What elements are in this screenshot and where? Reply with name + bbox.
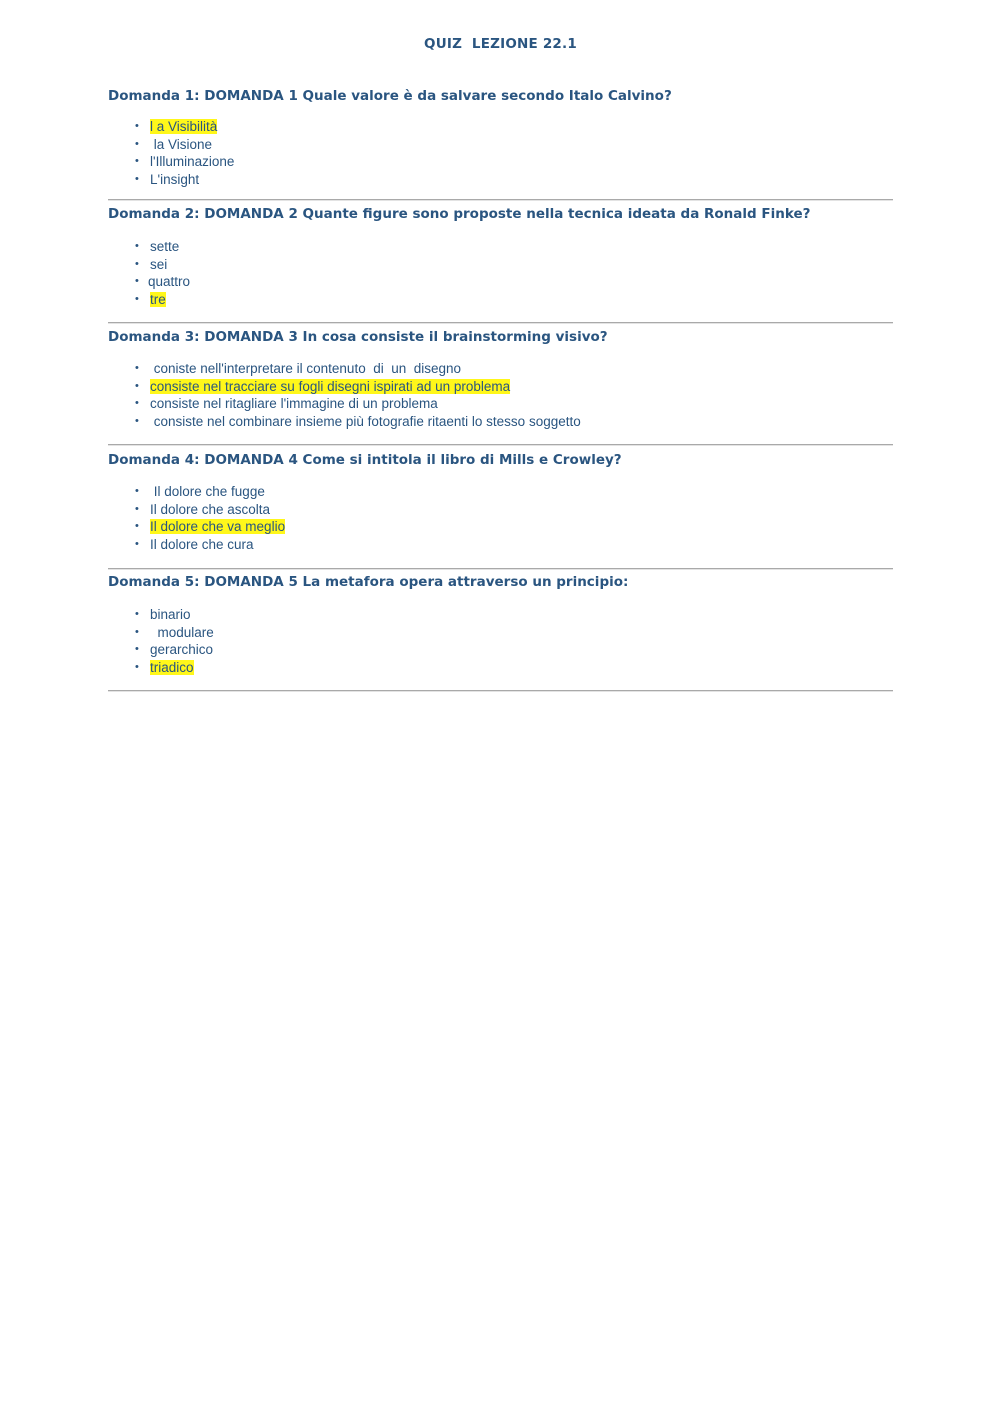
question-text: Domanda 4: DOMANDA 4 Come si intitola il libro di Mills e Crowley? <box>108 452 622 468</box>
answer-item <box>108 238 893 256</box>
answer-text: consiste nel tracciare su fogli disegni ispirati ad un problema <box>150 378 511 394</box>
bullet-icon: • <box>135 137 139 150</box>
question-3 <box>108 328 893 430</box>
bullet-icon: • <box>135 625 139 638</box>
answer-text: sei <box>150 256 168 272</box>
answer-item <box>108 378 893 396</box>
divider <box>108 322 893 324</box>
answer-list <box>108 238 893 308</box>
bullet-icon: • <box>135 414 139 427</box>
question-2 <box>108 205 893 308</box>
answer-text: consiste nel ritagliare l'immagine di un problema <box>150 396 438 412</box>
question-text: Domanda 1: DOMANDA 1 Quale valore è da salvare secondo Italo Calvino? <box>108 88 672 104</box>
answer-text: sette <box>150 239 180 254</box>
answer-text: tre <box>150 291 166 307</box>
answer-item <box>108 136 893 154</box>
answer-item <box>108 413 893 431</box>
answer-text: l'Illuminazione <box>150 154 235 170</box>
bullet-icon: • <box>135 485 139 497</box>
answer-item <box>108 395 893 413</box>
divider <box>108 444 893 446</box>
bullet-icon: • <box>135 275 139 288</box>
answer-item <box>108 118 893 136</box>
answer-text: Il dolore che va meglio <box>150 519 286 535</box>
page-title: QUIZ LEZIONE 22.1 <box>424 36 577 52</box>
bullet-icon: • <box>135 379 139 392</box>
answer-item <box>108 501 893 519</box>
answer-text: la Visione <box>150 136 213 152</box>
answer-item <box>108 659 893 677</box>
answer-list <box>108 483 893 553</box>
question-text: Domanda 3: DOMANDA 3 In cosa consiste il brainstorming visivo? <box>108 329 608 345</box>
answer-item <box>108 291 893 309</box>
answer-item <box>108 273 893 291</box>
answer-item <box>108 518 893 536</box>
bullet-icon: • <box>135 172 139 185</box>
bullet-icon: • <box>135 537 139 550</box>
bullet-icon: • <box>135 362 139 374</box>
bullet-icon: • <box>135 608 139 620</box>
answer-item <box>108 256 893 274</box>
divider <box>108 690 893 692</box>
bullet-icon: • <box>135 502 139 515</box>
answer-item <box>108 624 893 642</box>
answer-text: Il dolore che cura <box>150 536 254 552</box>
answer-text: L'insight <box>150 171 200 187</box>
answer-text: modulare <box>150 624 214 640</box>
answer-item <box>108 536 893 554</box>
answer-item <box>108 171 893 189</box>
answer-list <box>108 118 893 188</box>
answer-item <box>108 360 893 378</box>
answer-text: consiste nel combinare insieme più fotografie ritaenti lo stesso soggetto <box>150 413 581 429</box>
answer-text: binario <box>150 607 191 622</box>
answer-text: Il dolore che fugge <box>150 484 265 499</box>
answer-text: gerarchico <box>150 642 214 658</box>
question-text: Domanda 5: DOMANDA 5 La metafora opera attraverso un principio: <box>108 574 629 590</box>
question-1 <box>108 87 893 188</box>
answer-item <box>108 606 893 624</box>
bullet-icon: • <box>135 240 139 252</box>
answer-text: quattro <box>148 274 191 290</box>
bullet-icon: • <box>135 292 139 305</box>
answer-text: l a Visibilità <box>150 119 218 134</box>
answer-item <box>108 153 893 171</box>
bullet-icon: • <box>135 397 139 410</box>
answer-list <box>108 606 893 676</box>
bullet-icon: • <box>135 660 139 673</box>
answer-item <box>108 483 893 501</box>
answer-list <box>108 360 893 430</box>
question-4 <box>108 451 893 553</box>
bullet-icon: • <box>135 155 139 168</box>
answer-text: triadico <box>150 659 194 675</box>
bullet-icon: • <box>135 257 139 270</box>
answer-item <box>108 641 893 659</box>
bullet-icon: • <box>135 120 139 132</box>
answer-text: Il dolore che ascolta <box>150 501 271 517</box>
divider <box>108 568 893 570</box>
answer-text: coniste nell'interpretare il contenuto di un disegno <box>150 361 462 376</box>
question-5 <box>108 573 893 676</box>
bullet-icon: • <box>135 520 139 533</box>
bullet-icon: • <box>135 643 139 656</box>
divider <box>108 199 893 201</box>
question-text: Domanda 2: DOMANDA 2 Quante figure sono proposte nella tecnica ideata da Ronald Finke? <box>108 206 811 222</box>
